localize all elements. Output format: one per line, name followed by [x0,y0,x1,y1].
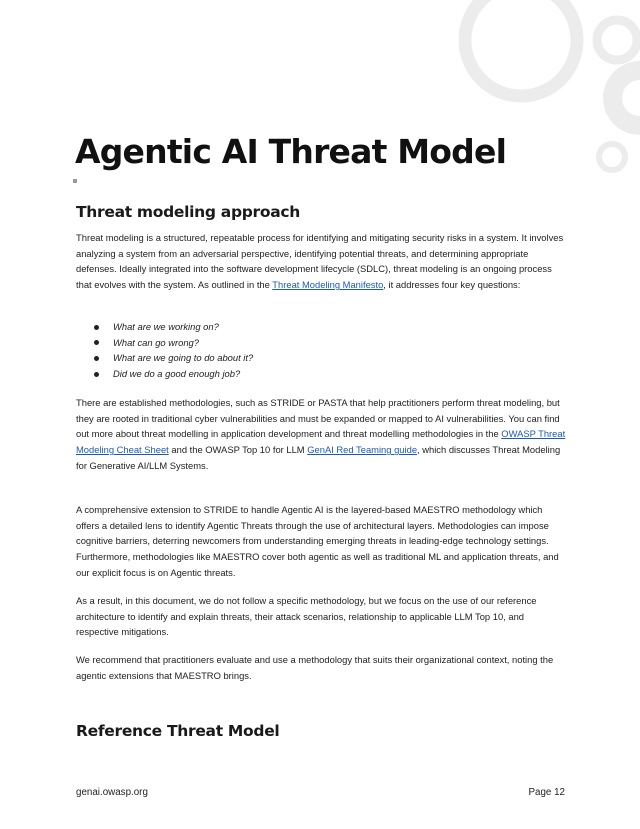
genai-red-teaming-guide-link[interactable]: GenAI Red Teaming guide [307,444,418,456]
footer-page-number: Page 12 [528,787,565,798]
paragraph-methodologies [76,395,568,474]
paragraph-intro-text: Threat modeling is a structured, repeatable process for identifying and mitigating security risks in a system. It involves analyzing a system from an adversarial perspective, identifying potential threats, and determining appropriate defenses. Ideally integrated into the software development lifecycle (SDLC), threat modeling is an ongoing process that evolves with the system. As outlined in the [76,232,564,291]
paragraph-methodologies-text: There are established methodologies, such as STRIDE or PASTA that help practitioners perform threat modeling, but they are rooted in traditional cyber vulnerabilities and must be expanded or mapped to AI vulnerabilities. You can find out more about threat modelling in application development and threat modelling methodologies in the [76,397,560,440]
section-heading-threat-modeling-approach: Threat modeling approach [76,203,301,221]
threat-modeling-manifesto-link[interactable]: Threat Modeling Manifesto [272,279,384,291]
page-title: Agentic AI Threat Model [75,132,507,171]
key-questions-list [76,319,568,382]
section-heading-reference-threat-model: Reference Threat Model [76,722,280,740]
footer-site: genai.owasp.org [76,787,148,798]
paragraph-intro [76,230,568,293]
list-item: What are we working on? [76,319,568,335]
paragraph-recommendation: We recommend that practitioners evaluate and use a methodology that suits their organizational context, noting the agentic extensions that MAESTRO brings. [76,654,554,681]
list-item: Did we do a good enough job? [76,366,568,382]
owasp-cheat-sheet-link[interactable]: OWASP Threat Modeling Cheat Sheet [76,428,566,456]
paragraph-methodologies-text-mid: and the OWASP Top 10 for LLM [168,444,308,456]
list-item: What can go wrong? [76,335,568,351]
paragraph-maestro: A comprehensive extension to STRIDE to handle Agentic AI is the layered-based MAESTRO methodology which offers a detailed lens to identify Agentic Threats through the use of architectural layers. Methodologies can impose cognitive barriers, deterring newcomers from understanding emerging threats in leading-edge technology settings. Furthermore, methodologies like MAESTRO cover both agentic as well as traditional ML and application threats, and our explicit focus is on Agentic threats. [76,504,559,578]
paragraph-approach-result: As a result, in this document, we do not follow a specific methodology, but we focus on the use of our reference architecture to identify and explain threats, their attack scenarios, relationship to applicable LLM Top 10, and respective mitigations. [76,595,537,638]
list-item: What are we going to do about it? [76,350,568,366]
owasp-wasp-icon [498,14,545,65]
paragraph-methodologies-text-end: , which discusses Threat Modeling for Generative AI/LLM Systems. [76,444,561,471]
paragraph-intro-text-end: , it addresses four key questions: [383,279,521,291]
title-marker [73,179,77,183]
